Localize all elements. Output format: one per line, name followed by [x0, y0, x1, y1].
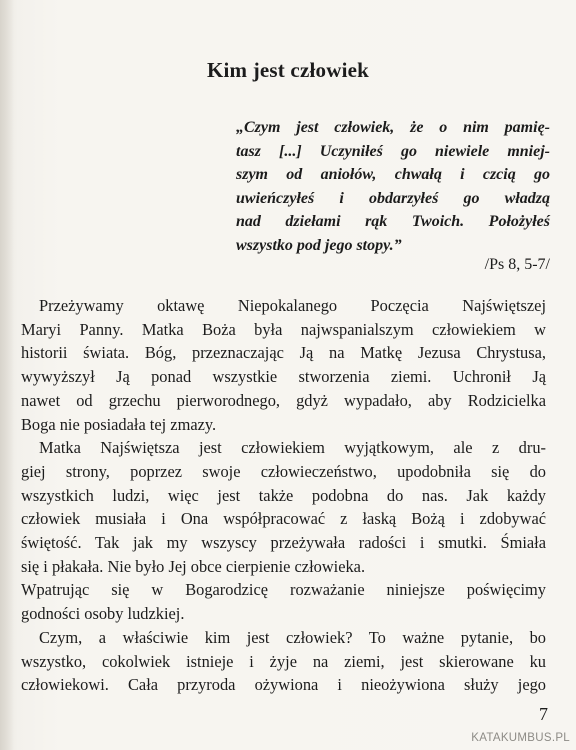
body-line: godności osoby ludzkiej. [21, 604, 185, 624]
body-line: nawet od grzechu pierworodnego, gdyż wypadało, aby Rodzicielka [21, 390, 546, 410]
chapter-title: Kim jest człowiek [206, 58, 370, 82]
body-line: historii świata. Bóg, przeznaczając Ją na Matkę Jezusa Chrystusa, [21, 343, 546, 363]
page-number: 7 [539, 704, 548, 724]
epigraph-line: wszystko pod jego stopy.” [236, 236, 402, 254]
epigraph-line: tasz [...] Uczyniłeś go niewiele mniej- [236, 142, 550, 160]
epigraph-quote [236, 116, 550, 257]
page-gutter-shadow [0, 0, 14, 750]
epigraph-line: nad dziełami rąk Twoich. Położyłeś [236, 213, 550, 230]
body-line: Matka Najświętsza jest człowiekiem wyjątkowym, ale z dru- [39, 438, 546, 458]
body-line: świętość. Tak jak my wszyscy przeżywała radości i smutki. Śmiała [21, 533, 546, 553]
body-line: wszystkich ludzi, więc jest także podobna do nas. Jak każdy [21, 485, 546, 505]
epigraph-source: /Ps 8, 5-7/ [484, 256, 550, 273]
site-watermark: KATAKUMBUS.PL [471, 732, 570, 744]
body-line: wszystko, cokolwiek istnieje i żyje na ziemi, jest skierowane ku [21, 651, 546, 671]
body-line: Czym, a właściwie kim jest człowiek? To ważne pytanie, bo [39, 627, 546, 647]
epigraph-line: uwieńczyłeś i obdarzyłeś go władzą [236, 189, 550, 207]
epigraph-line: „Czym jest człowiek, że o nim pamię- [236, 119, 550, 136]
body-line: Wpatrując się w Bogarodzicę rozważanie niniejsze poświęcimy [21, 580, 546, 600]
body-line: Maryi Panny. Matka Boża była najwspanialszym człowiekiem w [21, 319, 546, 339]
body-line: się i płakała. Nie było Jej obce cierpienie człowieka. [21, 556, 366, 576]
body-line: Boga nie posiadała tej zmazy. [21, 414, 217, 434]
body-text [21, 294, 546, 697]
body-line: człowiek musiała i Ona współpracować z łaską Bożą i zdobywać [21, 509, 546, 529]
body-line: człowiekowi. Cała przyroda ożywiona i nieożywiona służy jego [21, 675, 546, 695]
body-line: giej strony, poprzez swoje człowieczeństwo, upodobniła się do [21, 461, 546, 481]
epigraph-line: szym od aniołów, chwałą i czcią go [236, 166, 550, 183]
body-line: wywyższył Ją ponad wszystkie stworzenia ziemi. Uchronił Ją [21, 367, 546, 387]
body-line: Przeżywamy oktawę Niepokalanego Poczęcia Najświętszej [39, 296, 546, 315]
